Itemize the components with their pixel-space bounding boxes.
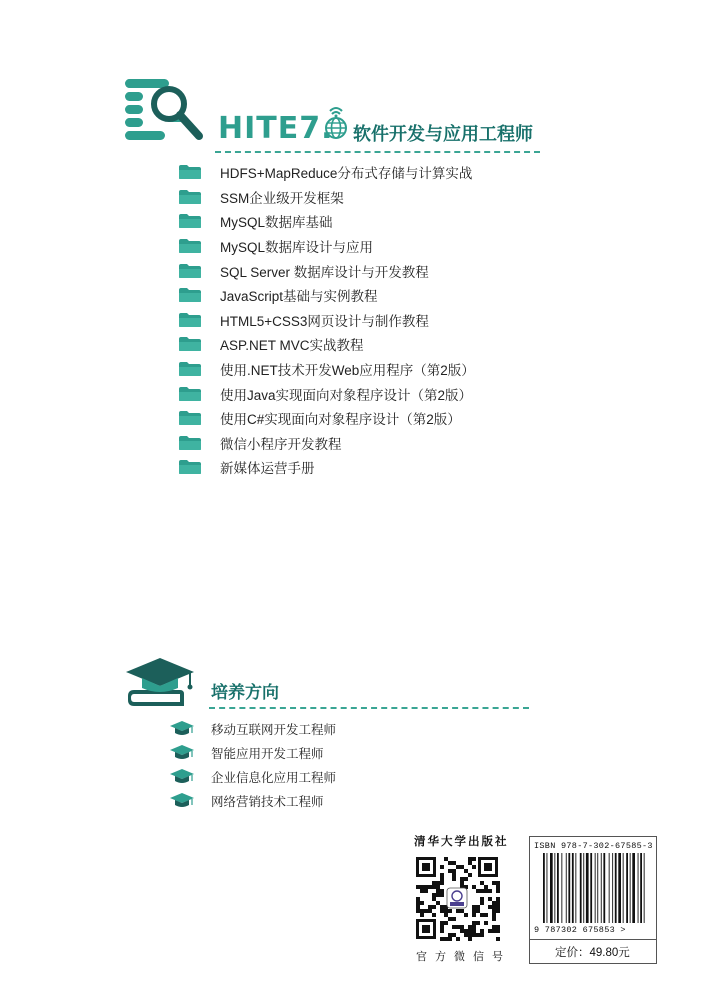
direction-item: [169, 741, 336, 765]
folder-icon: [178, 213, 202, 229]
training-divider: [209, 707, 529, 709]
graduation-cap-icon: [169, 744, 195, 762]
qr-label: 官方微信号: [416, 951, 511, 963]
folder-icon: [178, 361, 202, 377]
direction-item: [169, 717, 336, 741]
folder-icon: [178, 189, 202, 205]
brand-subtitle: 软件开发与应用工程师: [353, 124, 533, 145]
folder-icon: [178, 238, 202, 254]
direction-label: 企业信息化应用工程师: [211, 771, 337, 785]
publisher-name: 清华大学出版社: [414, 836, 509, 848]
qr-code: [414, 855, 500, 941]
book-title: ASP.NET MVC实战教程: [220, 338, 364, 354]
book-item: [178, 381, 578, 406]
graduation-cap-icon: [169, 792, 195, 810]
globe-wifi-icon: [321, 104, 351, 140]
training-title: 培养方向: [211, 683, 279, 703]
brand-logo-text: HITE7.: [218, 111, 334, 146]
book-item: [178, 234, 578, 259]
book-title: 使用C#实现面向对象程序设计（第2版）: [220, 412, 461, 428]
book-title: 微信小程序开发教程: [220, 436, 342, 452]
book-title: 使用.NET技术开发Web应用程序（第2版）: [220, 363, 475, 379]
folder-icon: [178, 386, 202, 402]
book-title: SSM企业级开发框架: [220, 190, 344, 206]
book-item: [178, 455, 578, 480]
direction-list: [169, 717, 336, 813]
folder-icon: [178, 459, 202, 475]
direction-item: [169, 765, 336, 789]
book-title: 新媒体运营手册: [220, 461, 315, 477]
book-list: [178, 160, 578, 480]
folder-icon: [178, 435, 202, 451]
book-title: SQL Server 数据库设计与开发教程: [220, 264, 429, 280]
folder-icon: [178, 312, 202, 328]
book-item: [178, 283, 578, 308]
graduation-cap-icon: [169, 720, 195, 738]
direction-label: 移动互联网开发工程师: [211, 723, 337, 737]
graduation-cap-icon: [169, 768, 195, 786]
price-divider: [529, 939, 656, 940]
folder-icon: [178, 336, 202, 352]
book-title: JavaScript基础与实例教程: [220, 289, 378, 305]
book-title: HTML5+CSS3网页设计与制作教程: [220, 313, 429, 329]
book-item: [178, 357, 578, 382]
book-stack-magnifier-icon: [123, 76, 205, 146]
header-divider: [215, 151, 540, 153]
book-item: [178, 332, 578, 357]
book-item: [178, 209, 578, 234]
folder-icon: [178, 410, 202, 426]
folder-icon: [178, 287, 202, 303]
isbn-text: ISBN 978-7-302-67585-3: [534, 841, 653, 851]
book-title: MySQL数据库设计与应用: [220, 240, 374, 256]
graduation-cap-book-icon: [124, 656, 196, 710]
barcode-bars: [543, 853, 647, 928]
price-label: 定价：49.80元: [555, 947, 630, 959]
book-item: [178, 431, 578, 456]
book-item: [178, 160, 578, 185]
book-title: MySQL数据库基础: [220, 215, 333, 231]
book-title: HDFS+MapReduce分布式存储与计算实战: [220, 166, 473, 182]
isbn-digits: 9 787302 675853 >: [534, 925, 626, 935]
book-item: [178, 258, 578, 283]
folder-icon: [178, 263, 202, 279]
book-item: [178, 308, 578, 333]
folder-icon: [178, 164, 202, 180]
direction-label: 智能应用开发工程师: [211, 747, 324, 761]
direction-item: [169, 789, 336, 813]
book-item: [178, 185, 578, 210]
book-title: 使用Java实现面向对象程序设计（第2版）: [220, 387, 473, 403]
book-item: [178, 406, 578, 431]
direction-label: 网络营销技术工程师: [211, 795, 324, 809]
